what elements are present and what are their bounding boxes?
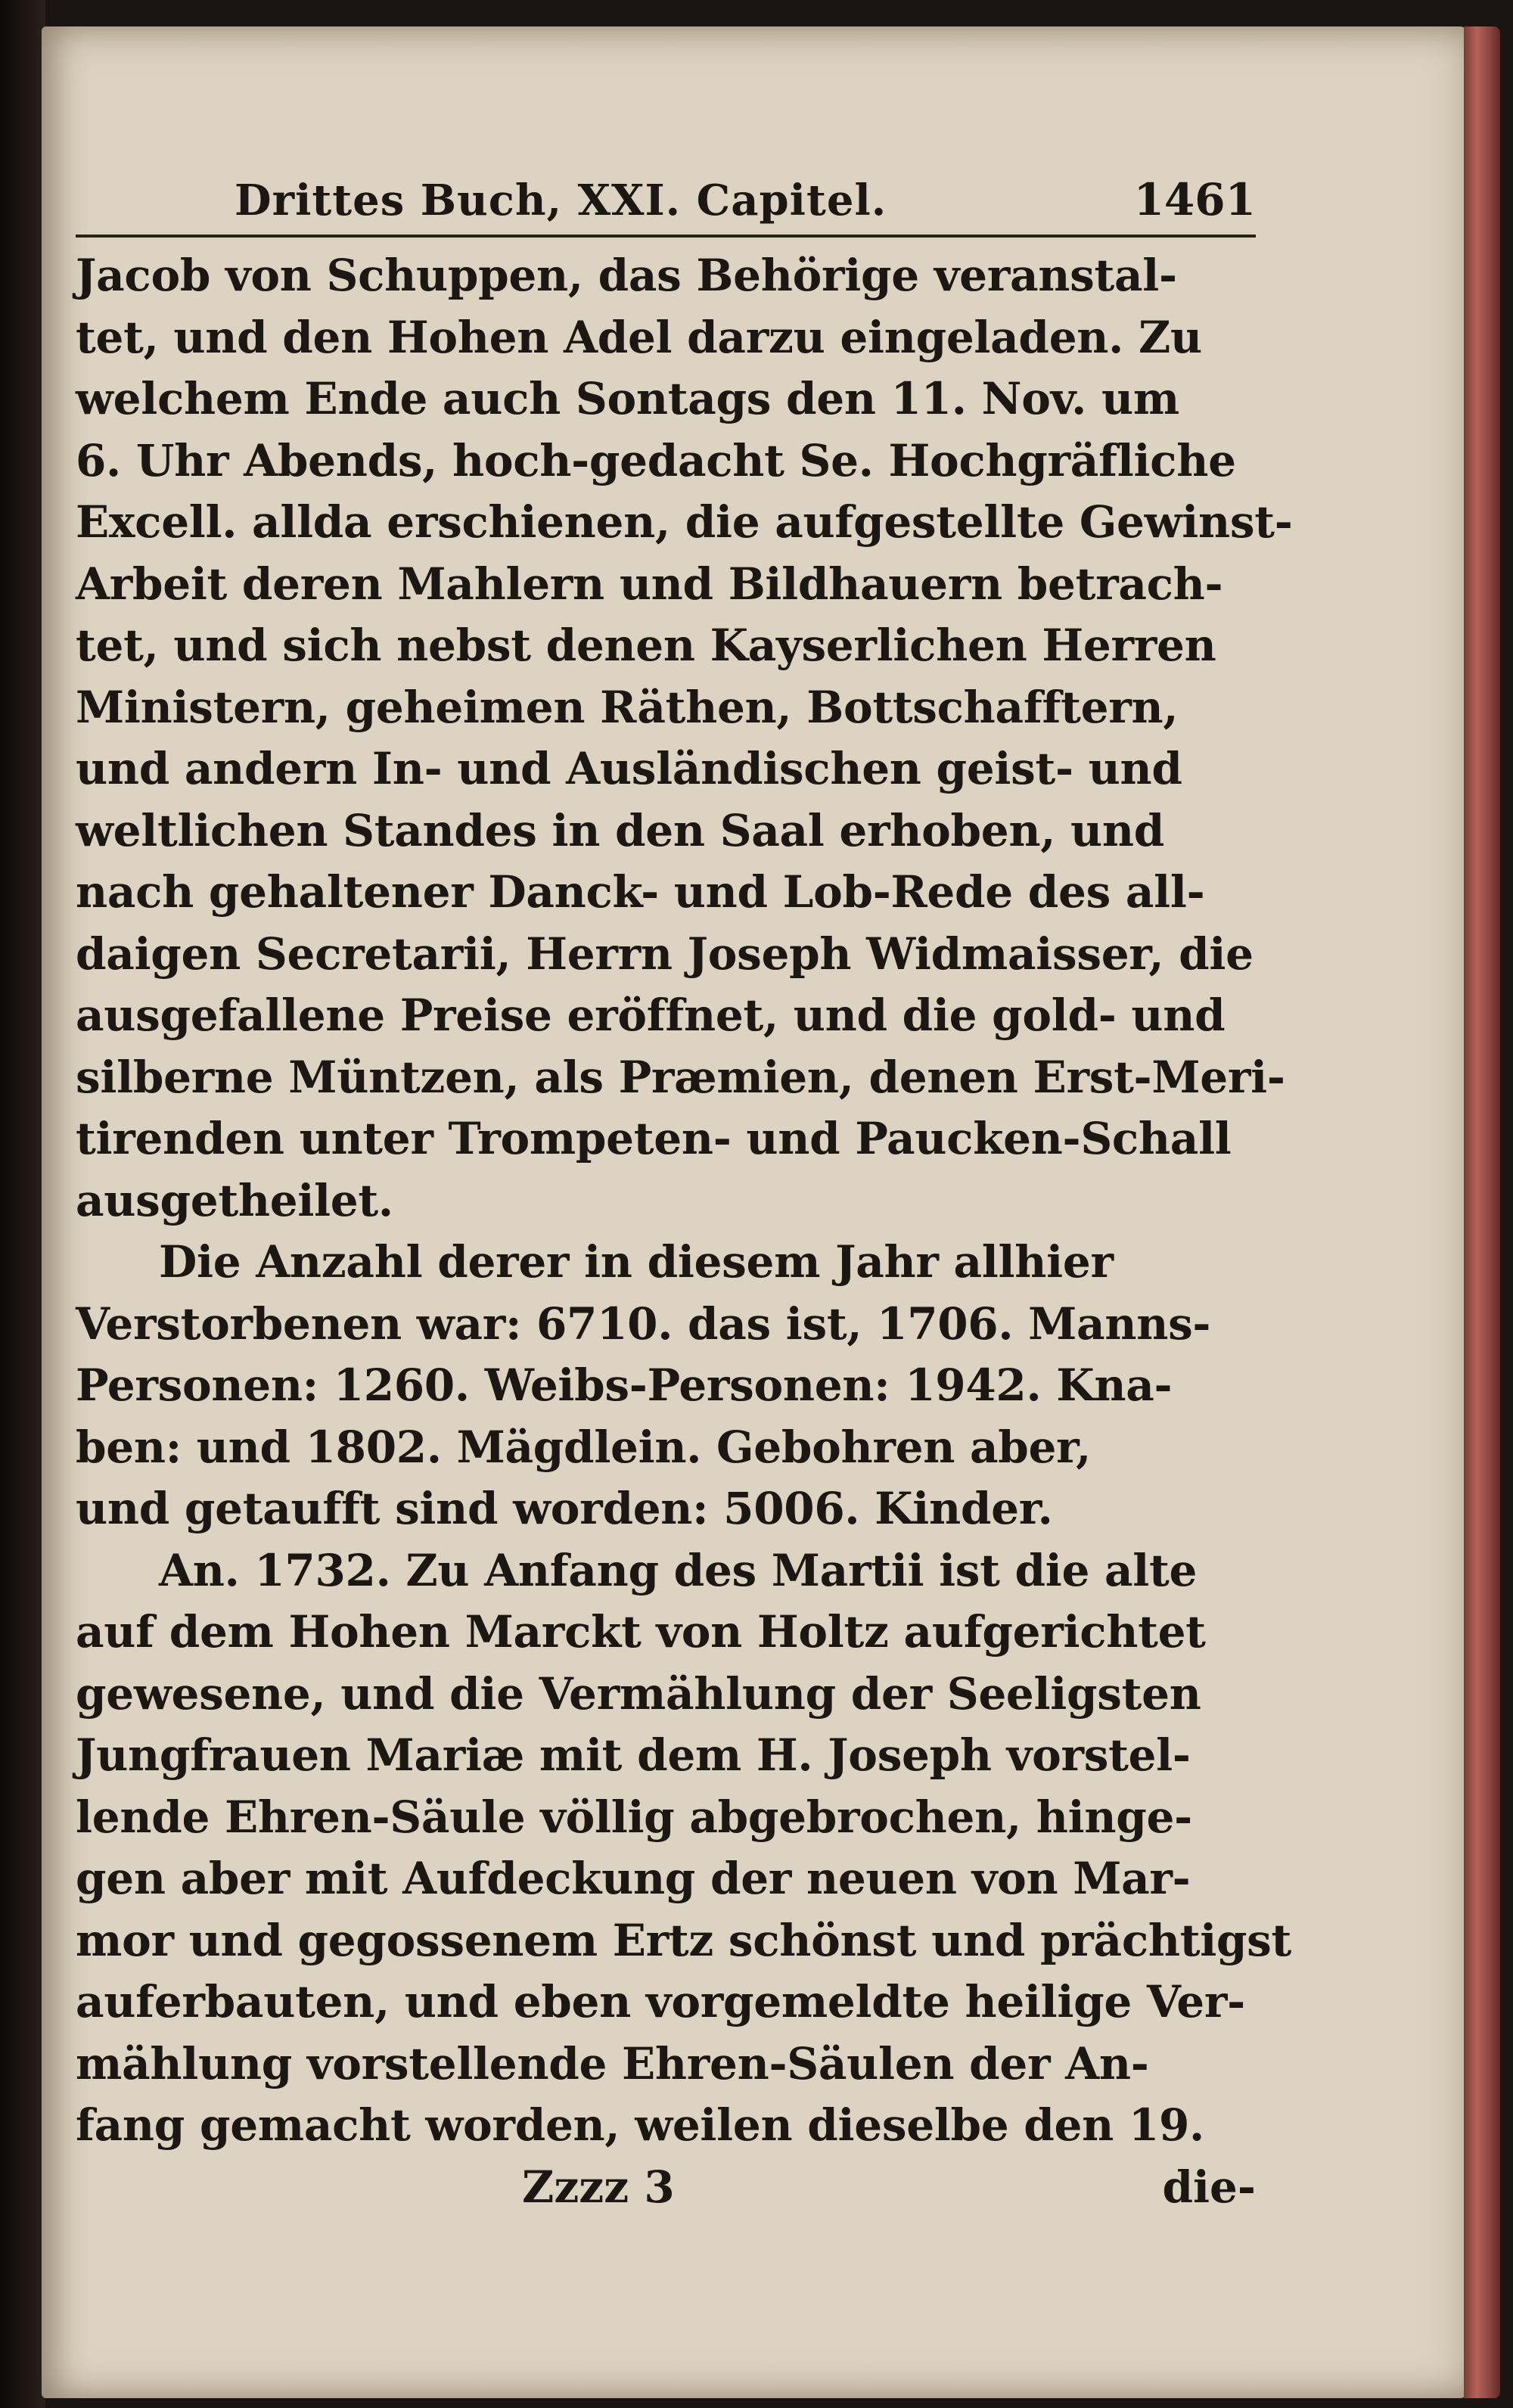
text-line: gewesene, und die Vermählung der Seeligsten xyxy=(76,1667,1201,1720)
text-line-paragraph-start: An. 1732. Zu Anfang des Martii ist die alte xyxy=(159,1544,1198,1596)
signature-mark: Zzzz 3 xyxy=(522,2161,675,2213)
text-line: ausgetheilet. xyxy=(76,1174,393,1226)
page-edge-red xyxy=(1464,26,1500,2398)
text-line: Excell. allda erschienen, die aufgestellte Gewinst- xyxy=(76,496,1293,548)
page-text-block xyxy=(76,174,1293,2218)
text-line: tet, und den Hohen Adel darzu eingeladen. Zu xyxy=(76,311,1202,363)
text-line: silberne Müntzen, als Præmien, denen Erst-Meri- xyxy=(76,1051,1285,1103)
text-line: und getaufft sind worden: 5006. Kinder. xyxy=(76,1483,1053,1534)
body-text xyxy=(76,245,1293,2157)
text-line: Jacob von Schuppen, das Behörige veranstal- xyxy=(76,250,1177,301)
text-line: ausgefallene Preise eröffnet, und die gold- und xyxy=(76,990,1226,1041)
text-line: mählung vorstellende Ehren-Säulen der An- xyxy=(76,2037,1149,2090)
text-line: ben: und 1802. Mägdlein. Gebohren aber, xyxy=(76,1421,1092,1473)
text-line: 6. Uhr Abends, hoch-gedacht Se. Hochgräfliche xyxy=(76,434,1236,486)
text-line: fang gemacht worden, weilen dieselbe den 19. xyxy=(76,2099,1204,2151)
text-line: mor und gegossenem Ertz schönst und prächtigst xyxy=(76,1914,1292,1966)
text-line: lende Ehren-Säule völlig abgebrochen, hinge- xyxy=(76,1791,1192,1843)
text-line: Ministern, geheimen Räthen, Bottschafftern, xyxy=(76,681,1179,733)
text-line: auf dem Hohen Marckt von Holtz aufgerichtet xyxy=(76,1606,1206,1658)
text-line: und andern In- und Ausländischen geist- und xyxy=(76,743,1182,794)
text-line: auferbauten, und eben vorgemeldte heilige Ver- xyxy=(76,1976,1245,2027)
text-line: welchem Ende auch Sontags den 11. Nov. um xyxy=(76,373,1179,424)
book-spine-shadow xyxy=(0,0,45,2408)
text-line: weltlichen Standes in den Saal erhoben, und xyxy=(76,804,1164,856)
text-line: nach gehaltener Danck- und Lob-Rede des all- xyxy=(76,866,1205,918)
text-line: Jungfrauen Mariæ mit dem H. Joseph vorstel- xyxy=(76,1729,1191,1781)
text-line: Arbeit deren Mahlern und Bildhauern betrach- xyxy=(76,558,1223,610)
running-header xyxy=(76,174,1256,238)
text-line: daigen Secretarii, Herrn Joseph Widmaisser, die xyxy=(76,927,1254,980)
page-number: 1461 xyxy=(1133,174,1256,225)
text-line: tet, und sich nebst denen Kayserlichen Herren xyxy=(76,620,1216,671)
page-footer xyxy=(76,2157,1256,2219)
text-line: Personen: 1260. Weibs-Personen: 1942. Kna- xyxy=(76,1359,1173,1411)
text-line: tirenden unter Trompeten- und Paucken-Schall xyxy=(76,1113,1232,1164)
catchword: die- xyxy=(1162,2161,1256,2213)
text-line: Verstorbenen war: 6710. das ist, 1706. Manns- xyxy=(76,1297,1211,1350)
text-line: gen aber mit Aufdeckung der neuen von Mar- xyxy=(76,1853,1191,1904)
text-line-paragraph-start: Die Anzahl derer in diesem Jahr allhier xyxy=(159,1236,1114,1288)
running-header-title: Drittes Buch, XXI. Capitel. xyxy=(235,176,887,225)
